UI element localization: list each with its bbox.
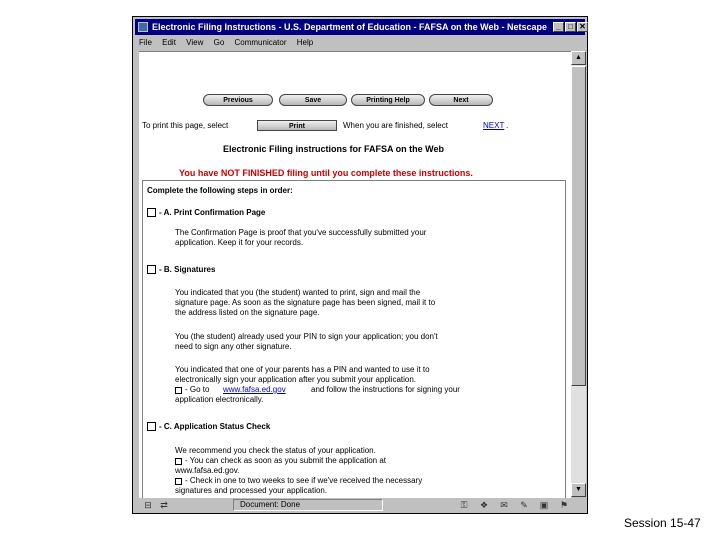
title-bar	[135, 19, 585, 35]
section-c-line4: - Check in one to two weeks to see if we've received the necessary	[185, 476, 423, 485]
section-c-line5: signatures and processed your application.	[175, 486, 328, 495]
print-button[interactable]: Print	[257, 120, 337, 131]
next-button[interactable]: Next	[429, 94, 493, 106]
minimize-button[interactable]: _	[553, 22, 564, 32]
section-b-p3-line3-pre: - Go to	[185, 385, 210, 394]
checkbox-b-sub[interactable]	[175, 387, 182, 394]
menu-communicator[interactable]: Communicator	[234, 38, 287, 47]
section-b-p2-line1: You (the student) already used your PIN to sign your application; you don't	[175, 332, 438, 341]
window-title: Electronic Filing Instructions - U.S. Department of Education - FAFSA on the Web - Netscape	[152, 22, 548, 32]
menu-go[interactable]: Go	[213, 38, 225, 47]
component-icon[interactable]: ❖	[479, 500, 489, 510]
menu-edit[interactable]: Edit	[162, 38, 176, 47]
warning-text: You have NOT FINISHED filing until you complete these instructions.	[179, 168, 473, 178]
scroll-up-icon[interactable]: ▲	[571, 51, 586, 65]
section-c-line1: We recommend you check the status of your application.	[175, 446, 376, 455]
section-a-line1: The Confirmation Page is proof that you've successfully submitted your	[175, 228, 427, 237]
maximize-button[interactable]: □	[565, 22, 576, 32]
page-content	[139, 51, 571, 498]
status-bar	[135, 498, 585, 512]
menu-bar	[135, 36, 585, 50]
browser-icon[interactable]: ⚑	[559, 500, 569, 510]
network-icon: ⇄	[160, 500, 168, 510]
vertical-scrollbar[interactable]	[571, 51, 586, 497]
next-link[interactable]: NEXT	[483, 121, 505, 130]
checkbox-c-sub1[interactable]	[175, 458, 182, 465]
status-text: Document: Done	[233, 499, 383, 511]
checkbox-b[interactable]	[147, 265, 156, 274]
save-button[interactable]: Save	[279, 94, 347, 106]
scroll-down-icon[interactable]: ▼	[571, 483, 586, 497]
discussion-icon[interactable]: ✎	[520, 500, 528, 510]
menu-file[interactable]: File	[139, 38, 152, 47]
page-heading: Electronic Filing instructions for FAFSA on the Web	[223, 144, 445, 154]
section-b-title: - B. Signatures	[159, 265, 216, 274]
slide-footer: Session 15-47	[624, 516, 701, 530]
section-b-p3-line4: application electronically.	[175, 395, 264, 404]
browser-window	[132, 16, 588, 514]
section-c-line2: - You can check as soon as you submit the application at	[185, 456, 387, 465]
period: .	[506, 121, 509, 130]
section-c-line3: www.fafsa.ed.gov.	[175, 466, 240, 475]
checkbox-a[interactable]	[147, 208, 156, 217]
netscape-icon	[138, 22, 148, 32]
close-button[interactable]: ✕	[577, 22, 588, 32]
section-b-p3-line3-post: and follow the instructions for signing your	[311, 385, 460, 394]
section-a-title: - A. Print Confirmation Page	[159, 208, 266, 217]
scroll-thumb[interactable]	[571, 66, 586, 386]
previous-button[interactable]: Previous	[203, 94, 273, 106]
steps-intro: Complete the following steps in order:	[147, 186, 293, 195]
section-b-p3-line1: You indicated that one of your parents has a PIN and wanted to use it to	[175, 365, 430, 374]
key-icon: ⚿	[460, 500, 468, 510]
section-c-title: - C. Application Status Check	[159, 422, 271, 431]
section-b-p1-line1: You indicated that you (the student) wanted to print, sign and mail the	[175, 288, 421, 297]
printing-help-button[interactable]: Printing Help	[351, 94, 425, 106]
checkbox-c-sub2[interactable]	[175, 478, 182, 485]
menu-help[interactable]: Help	[296, 38, 314, 47]
menu-view[interactable]: View	[186, 38, 204, 47]
composer-icon[interactable]: ▣	[539, 500, 549, 510]
mail-icon[interactable]: ✉	[500, 500, 508, 510]
section-b-p1-line3: the address listed on the signature page.	[175, 308, 320, 317]
print-instruction: To print this page, select	[142, 121, 229, 130]
fafsa-link[interactable]: www.fafsa.ed.gov	[223, 385, 286, 394]
security-icon[interactable]: ⊟	[144, 500, 152, 510]
section-a-line2: application. Keep it for your records.	[175, 238, 304, 247]
section-b-p3-line2: electronically sign your application after you submit your application.	[175, 375, 417, 384]
checkbox-c[interactable]	[147, 422, 156, 431]
finish-instruction: When you are finished, select	[343, 121, 448, 130]
section-b-p1-line2: signature page. As soon as the signature page has been signed, mail it to	[175, 298, 436, 307]
section-b-p2-line2: need to sign any other signature.	[175, 342, 292, 351]
